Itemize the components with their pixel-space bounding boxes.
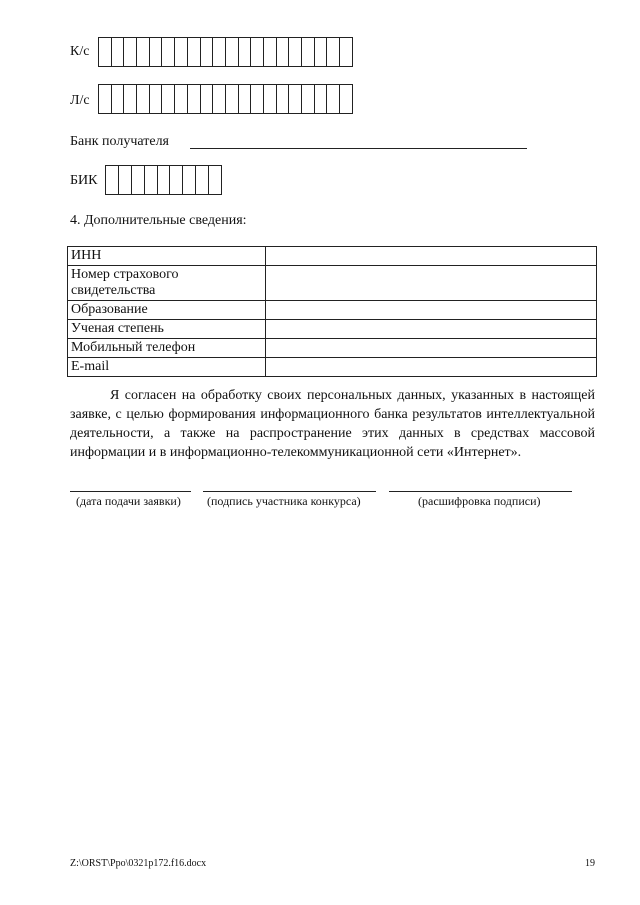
digit-box[interactable] [132, 165, 145, 195]
digit-box[interactable] [162, 84, 175, 114]
table-row [68, 247, 597, 266]
digit-box[interactable] [213, 37, 226, 67]
digit-box[interactable] [188, 37, 201, 67]
row-value-cell[interactable] [266, 339, 597, 358]
digit-box[interactable] [277, 37, 290, 67]
table-row [68, 339, 597, 358]
digit-box[interactable] [137, 84, 150, 114]
row-value-cell[interactable] [266, 358, 597, 377]
table-row [68, 301, 597, 320]
bik-digit-boxes[interactable] [105, 165, 222, 195]
digit-box[interactable] [188, 84, 201, 114]
digit-box[interactable] [201, 37, 214, 67]
row-value-cell[interactable] [266, 247, 597, 266]
digit-box[interactable] [106, 165, 119, 195]
digit-box[interactable] [196, 165, 209, 195]
digit-box[interactable] [289, 84, 302, 114]
table-row [68, 358, 597, 377]
digit-box[interactable] [340, 84, 353, 114]
row-value-cell[interactable] [266, 266, 597, 301]
digit-box[interactable] [158, 165, 171, 195]
bik-label: БИК [70, 173, 98, 188]
digit-box[interactable] [124, 84, 137, 114]
digit-box[interactable] [175, 84, 188, 114]
digit-box[interactable] [264, 84, 277, 114]
digit-box[interactable] [340, 37, 353, 67]
digit-box[interactable] [277, 84, 290, 114]
digit-box[interactable] [315, 84, 328, 114]
ks-digit-boxes[interactable] [98, 37, 353, 67]
digit-box[interactable] [150, 84, 163, 114]
row-label: E-mail [68, 358, 266, 377]
bank-label: Банк получателя [70, 134, 169, 149]
digit-box[interactable] [170, 165, 183, 195]
consent-paragraph: Я согласен на обработку своих персональных данных, указанных в настоящей заявке, с целью формирования информационного банка результатов интеллектуальной деятельности, а также на распространение этих данных в средствах массовой информации и в информационно-телекоммуникационной сети «Интернет». [70, 388, 595, 460]
digit-box[interactable] [327, 84, 340, 114]
digit-box[interactable] [251, 37, 264, 67]
signature-line[interactable] [203, 491, 376, 492]
row-label: Образование [68, 301, 266, 320]
ls-digit-boxes[interactable] [98, 84, 353, 114]
digit-box[interactable] [226, 84, 239, 114]
digit-box[interactable] [239, 37, 252, 67]
table-row [68, 266, 597, 301]
digit-box[interactable] [264, 37, 277, 67]
digit-box[interactable] [315, 37, 328, 67]
digit-box[interactable] [327, 37, 340, 67]
date-caption: (дата подачи заявки) [76, 494, 181, 508]
digit-box[interactable] [226, 37, 239, 67]
digit-box[interactable] [119, 165, 132, 195]
digit-box[interactable] [99, 37, 112, 67]
digit-box[interactable] [183, 165, 196, 195]
digit-box[interactable] [289, 37, 302, 67]
row-label: Ученая степень [68, 320, 266, 339]
digit-box[interactable] [302, 37, 315, 67]
digit-box[interactable] [213, 84, 226, 114]
bank-input-line[interactable] [190, 148, 527, 149]
table-row [68, 320, 597, 339]
digit-box[interactable] [162, 37, 175, 67]
row-label: ИНН [68, 247, 266, 266]
row-value-cell[interactable] [266, 301, 597, 320]
row-value-cell[interactable] [266, 320, 597, 339]
decoding-line[interactable] [389, 491, 572, 492]
digit-box[interactable] [112, 37, 125, 67]
row-label: Мобильный телефон [68, 339, 266, 358]
footer-page-number: 19 [585, 858, 595, 869]
digit-box[interactable] [150, 37, 163, 67]
digit-box[interactable] [251, 84, 264, 114]
digit-box[interactable] [99, 84, 112, 114]
digit-box[interactable] [201, 84, 214, 114]
ks-label: К/с [70, 44, 90, 59]
digit-box[interactable] [137, 37, 150, 67]
footer-file-path: Z:\ORST\Ppo\0321p172.f16.docx [70, 858, 207, 869]
digit-box[interactable] [145, 165, 158, 195]
digit-box[interactable] [302, 84, 315, 114]
digit-box[interactable] [124, 37, 137, 67]
digit-box[interactable] [209, 165, 222, 195]
decoding-caption: (расшифровка подписи) [418, 494, 541, 508]
digit-box[interactable] [239, 84, 252, 114]
ls-label: Л/с [70, 93, 90, 108]
signature-caption: (подпись участника конкурса) [207, 494, 361, 508]
digit-box[interactable] [112, 84, 125, 114]
date-line[interactable] [70, 491, 191, 492]
row-label: Номер страхового свидетельства [68, 266, 266, 301]
digit-box[interactable] [175, 37, 188, 67]
section-title: 4. Дополнительные сведения: [70, 213, 247, 228]
additional-info-table [67, 246, 597, 377]
